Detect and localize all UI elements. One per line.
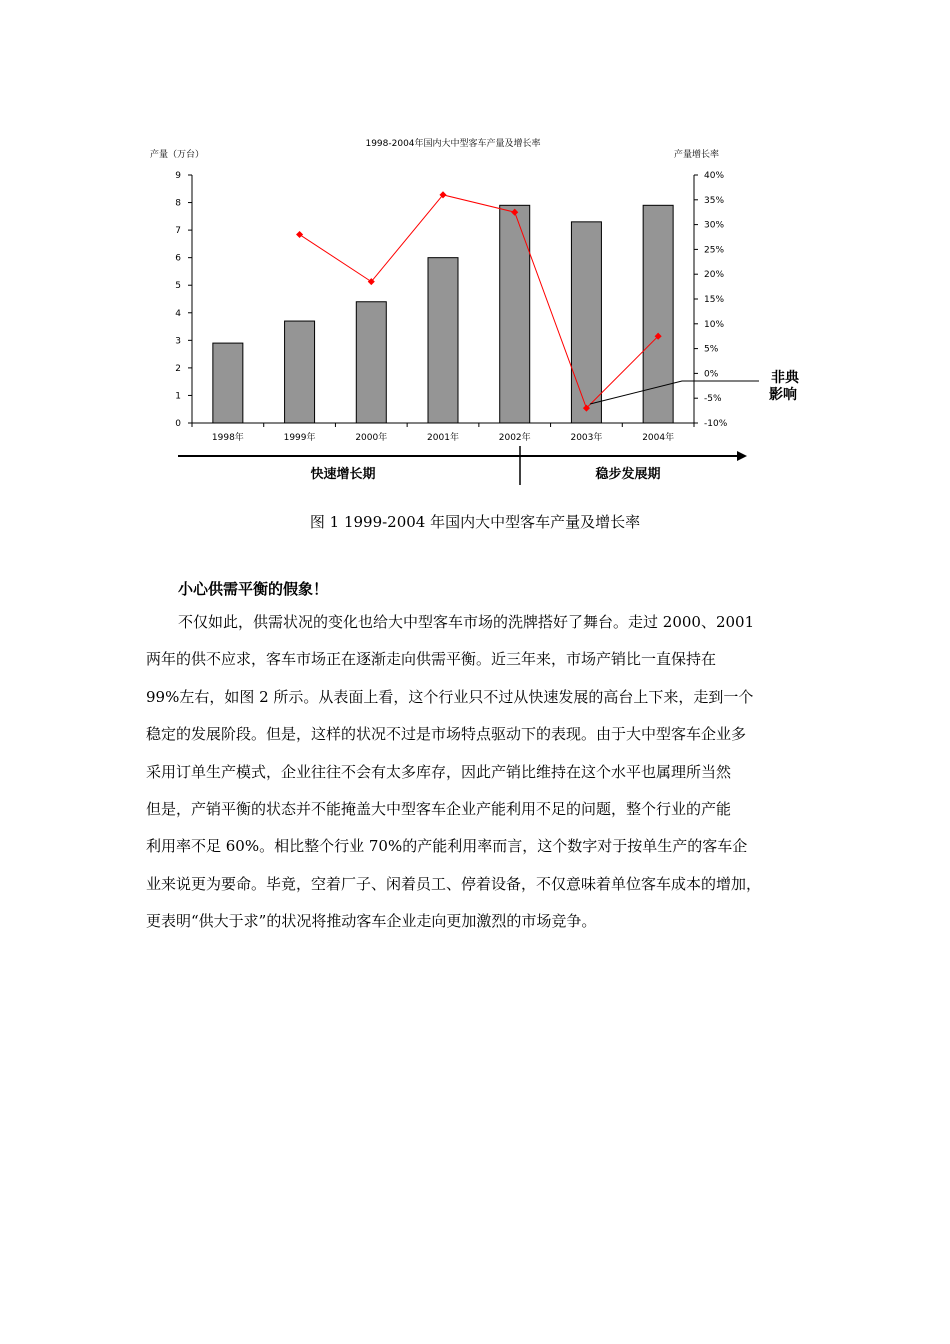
tick-label-left: 5 bbox=[175, 281, 181, 292]
tick-label-right: 5% bbox=[704, 344, 719, 355]
bar-2004年 bbox=[643, 205, 673, 423]
bar-2000年 bbox=[356, 302, 386, 423]
growth-line bbox=[300, 195, 659, 408]
y-axis-right-label: 产量增长率 bbox=[674, 150, 720, 160]
tick-label-left: 6 bbox=[175, 253, 181, 264]
tick-label-left: 4 bbox=[175, 308, 181, 319]
tick-label-x: 2002年 bbox=[498, 433, 531, 443]
paragraph-line: 业来说更为要命。毕竟，空着厂子、闲着员工、停着设备，不仅意味着单位客车成本的增加， bbox=[146, 874, 762, 893]
body-paragraph bbox=[146, 604, 808, 941]
paragraph-line: 但是，产销平衡的状态并不能掩盖大中型客车企业产能利用不足的问题，整个行业的产能 bbox=[146, 800, 732, 819]
period-label-steady: 稳步发展期 bbox=[595, 467, 661, 482]
bar-1998年 bbox=[213, 343, 243, 423]
growth-line-series bbox=[296, 191, 662, 411]
chart-title: 1998-2004年国内大中型客车产量及增长率 bbox=[365, 139, 541, 149]
tick-label-right: -10% bbox=[704, 419, 728, 429]
paragraph-line: 两年的供不应求，客车市场正在逐渐走向供需平衡。近三年来，市场产销比一直保持在 bbox=[146, 650, 717, 669]
tick-label-right: 35% bbox=[704, 195, 725, 206]
timeline-arrowhead bbox=[737, 451, 747, 461]
y-axis-left-label: 产量（万台） bbox=[150, 150, 205, 160]
bar-2001年 bbox=[428, 258, 458, 423]
tick-label-right: 10% bbox=[704, 319, 725, 330]
tick-label-left: 8 bbox=[175, 198, 181, 209]
tick-label-right: -5% bbox=[704, 394, 722, 405]
tick-label-x: 2001年 bbox=[427, 433, 459, 443]
production-growth-chart bbox=[0, 0, 950, 500]
figure-caption: 图 1 1999-2004 年国内大中型客车产量及增长率 bbox=[309, 513, 641, 531]
paragraph-line: 稳定的发展阶段。但是，这样的状况不过是市场特点驱动下的表现。由于大中型客车企业多 bbox=[146, 725, 747, 744]
tick-label-right: 25% bbox=[704, 245, 725, 256]
tick-label-right: 15% bbox=[704, 295, 725, 305]
tick-label-x: 2003年 bbox=[570, 433, 603, 443]
tick-label-right: 30% bbox=[704, 220, 725, 231]
paragraph-line: 采用订单生产模式，企业往往不会有太多库存，因此产销比维持在这个水平也属理所当然 bbox=[146, 762, 732, 781]
bar-1999年 bbox=[285, 321, 315, 423]
annotation-label-line1: 非典 bbox=[771, 370, 799, 386]
tick-label-right: 40% bbox=[704, 171, 725, 181]
bar-2002年 bbox=[500, 205, 530, 423]
tick-label-left: 2 bbox=[175, 363, 181, 374]
tick-label-left: 0 bbox=[175, 419, 181, 429]
paragraph-line: 99%左右，如图 2 所示。从表面上看，这个行业只不过从快速发展的高台上下来，走到一个 bbox=[146, 687, 754, 706]
tick-label-x: 2000年 bbox=[355, 433, 388, 443]
growth-point bbox=[296, 231, 303, 238]
tick-label-left: 7 bbox=[175, 226, 181, 237]
annotation bbox=[590, 370, 800, 404]
tick-label-left: 9 bbox=[175, 171, 181, 181]
period-label-fast-growth: 快速增长期 bbox=[310, 467, 376, 482]
paragraph-line: 更表明“供大于求”的状况将推动客车企业走向更加激烈的市场竞争。 bbox=[146, 912, 597, 931]
tick-label-x: 1999年 bbox=[283, 433, 316, 443]
tick-label-left: 3 bbox=[175, 336, 181, 347]
annotation-leader-line bbox=[590, 381, 759, 404]
tick-label-left: 1 bbox=[175, 391, 181, 402]
tick-label-x: 2004年 bbox=[642, 433, 675, 443]
period-timeline bbox=[178, 446, 747, 485]
tick-label-x: 1998年 bbox=[211, 433, 244, 443]
paragraph-line: 利用率不足 60%。相比整个行业 70%的产能利用率而言，这个数字对于按单生产的客车企 bbox=[146, 837, 748, 856]
section-heading: 小心供需平衡的假象！ bbox=[178, 580, 329, 598]
tick-label-right: 0% bbox=[704, 369, 719, 380]
bar-2003年 bbox=[571, 222, 601, 423]
paragraph-line: 不仅如此，供需状况的变化也给大中型客车市场的洗牌搭好了舞台。走过 2000、2001 bbox=[178, 613, 755, 631]
tick-label-right: 20% bbox=[704, 270, 725, 281]
annotation-label-line2: 影响 bbox=[769, 387, 797, 403]
